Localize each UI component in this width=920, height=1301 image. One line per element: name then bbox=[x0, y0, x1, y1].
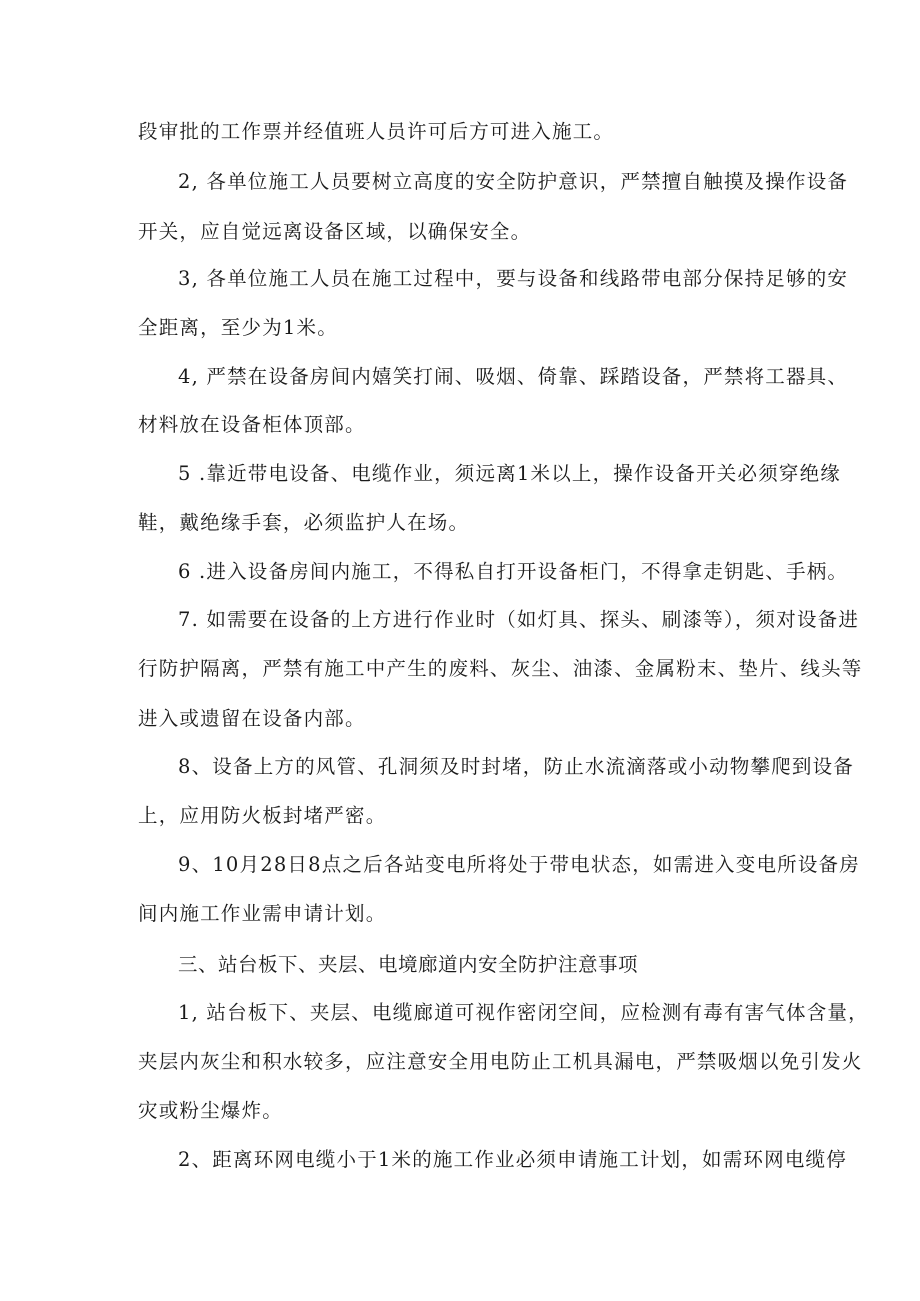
text-line: 鞋，戴绝缘手套，必须监护人在场。 bbox=[138, 511, 470, 534]
text-line: 5 .靠近带电设备、电缆作业，须远离1米以上，操作设备开关必须穿绝缘 bbox=[178, 462, 842, 485]
text-line: 7. 如需要在设备的上方进行作业时（如灯具、探头、刷漆等），须对设备进 bbox=[178, 608, 860, 631]
text-line: 9、10月28日8点之后各站变电所将处于带电状态，如需进入变电所设备房 bbox=[178, 853, 860, 876]
text-line: 间内施工作业需申请计划。 bbox=[138, 902, 387, 925]
text-line: 上，应用防火板封堵严密。 bbox=[138, 804, 387, 827]
text-line: 全距离，至少为1米。 bbox=[138, 316, 338, 339]
text-line: 4, 严禁在设备房间内嬉笑打闹、吸烟、倚靠、踩踏设备，严禁将工器具、 bbox=[178, 365, 849, 388]
text-line: 1, 站台板下、夹层、电缆廊道可视作密闭空间，应检测有毒有害气体含量， bbox=[178, 1001, 869, 1024]
text-line: 段审批的工作票并经值班人员许可后方可进入施工。 bbox=[138, 120, 615, 143]
text-line: 灾或粉尘爆炸。 bbox=[138, 1099, 283, 1122]
text-line: 2, 各单位施工人员要树立高度的安全防护意识，严禁擅自触摸及操作设备 bbox=[178, 170, 849, 193]
section-heading: 三、站台板下、夹层、电境廊道内安全防护注意事项 bbox=[178, 953, 639, 976]
text-line: 开关，应自觉远离设备区域，以确保安全。 bbox=[138, 220, 532, 243]
text-line: 3, 各单位施工人员在施工过程中，要与设备和线路带电部分保持足够的安 bbox=[178, 267, 849, 290]
text-line: 6 .进入设备房间内施工，不得私自打开设备柜门，不得拿走钥匙、手柄。 bbox=[178, 560, 849, 583]
text-line: 夹层内灰尘和积水较多，应注意安全用电防止工机具漏电，严禁吸烟以免引发火 bbox=[138, 1050, 863, 1073]
text-line: 材料放在设备柜体顶部。 bbox=[138, 413, 366, 436]
text-line: 进入或遗留在设备内部。 bbox=[138, 707, 366, 730]
text-line: 2、距离环网电缆小于1米的施工作业必须申请施工计划，如需环网电缆停 bbox=[178, 1148, 847, 1171]
text-line: 8、设备上方的风管、孔洞须及时封堵，防止水流滴落或小动物攀爬到设备 bbox=[178, 755, 855, 778]
text-line: 行防护隔离，严禁有施工中产生的废料、灰尘、油漆、金属粉末、垫片、线头等 bbox=[138, 657, 863, 680]
